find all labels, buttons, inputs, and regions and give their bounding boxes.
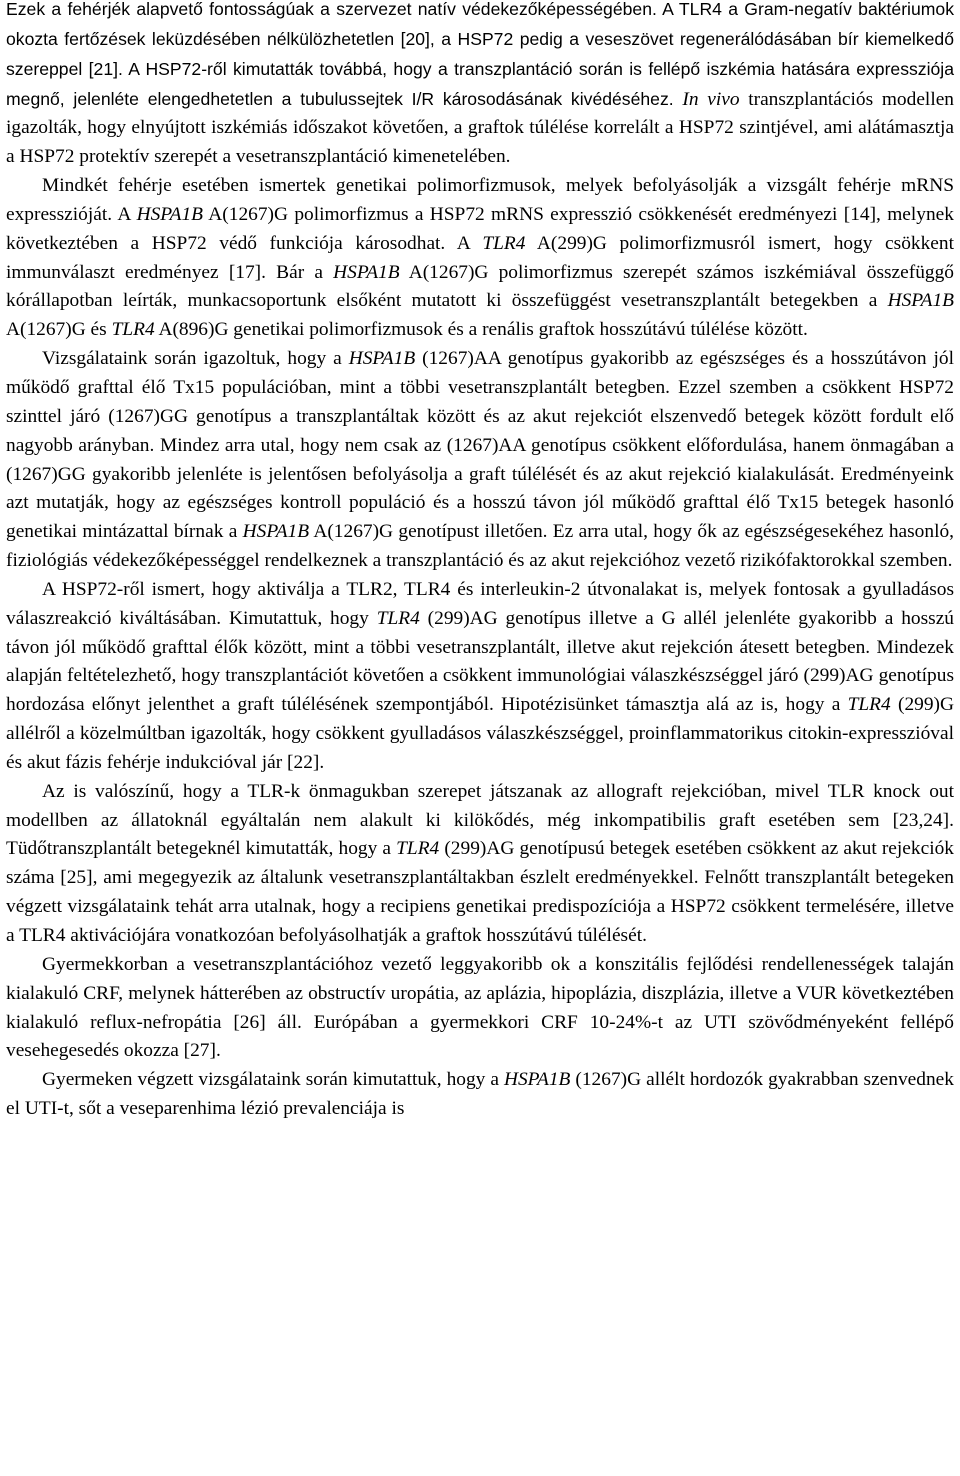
paragraph-text-italic: HSPA1B — [348, 348, 416, 370]
paragraph-text: Vizsgálataink során igazoltuk, hogy a — [42, 348, 349, 370]
paragraph-text: (1267)AA genotípus gyakoribb az egészséges és a hosszútávon jól működő grafttal élő Tx15 populációban, mint a többi vesetranszplantált betegben. Ezzel szemben a csökkent HSP72 szinttel járó (1267)GG genotípus a transzplantáltak között és az akut rejekciót elszenvedő betegek között fordult elő nagyobb arányban. Mindez arra utal, hogy nem csak az (1267)AA genotípus csökkent előfordulása, hanem önmagában a (1267)GG gyakoribb jelenléte is jelentősen befolyásolja a graft túlélését és az akut rejekció kialakulását. Eredményeink azt mutatják, hogy az egészséges kontroll populáció és a hosszú távon jól működő grafttal élő Tx15 betegek hasonló genetikai mintázattal bírnak a — [6, 348, 955, 543]
paragraph-3 — [6, 576, 954, 778]
paragraph-text: A(896)G genetikai polimorfizmusok és a renális graftok hosszútávú túlélése között. — [154, 319, 808, 341]
paragraph-text: Ezek a fehérjék alapvető fontosságúak a szervezet natív védekezőképességében. A TLR4 a Gram-negatív baktériumok okozta fertőzések leküzdésében nélkülözhetetlen [20], a HSP72 pedig a veseszövet regenerálódásában bír kiemelkedő szereppel [21]. A HSP72-ről kimutatták továbbá, hogy a transzplantáció során is fellépő iszkémia hatására expressziója megnő, jelenléte elengedhetetlen a tubulussejtek I/R károsodásának kivédéséhez. — [6, 0, 954, 109]
paragraph-text: A(1267)G genotípust illetően. Ez arra utal, hogy ők az egészségesekéhez hasonló, fiziológiás védekezőképességgel rendelkeznek a transzplantáció és az akut rejekcióhoz vezető rizikófaktorokkal szemben. — [6, 521, 955, 572]
paragraph-text-italic: HSPA1B — [887, 290, 954, 312]
paragraph-text: (1267)G allélt hordozók gyakrabban szenvednek el UTI-t, sőt a veseparenhima lézió prevalenciája is — [6, 1069, 954, 1120]
paragraph-text-italic: TLR4 — [847, 694, 891, 716]
paragraph-text: A(299)G polimorfizmusról ismert, hogy csökkent immunválaszt eredményez [17]. Bár a — [6, 232, 954, 283]
paragraph-1 — [6, 172, 954, 345]
paragraph-text: A HSP72-ről ismert, hogy aktiválja a TLR2, TLR4 és interleukin-2 útvonalakat is, melyek fontosak a gyulladásos válaszreakció kiváltásában. Kimutattuk, hogy — [6, 578, 954, 629]
paragraph-text-italic: TLR4 — [111, 319, 155, 341]
paragraph-text-italic: HSPA1B — [242, 521, 310, 543]
paragraph-0 — [6, 0, 954, 172]
paragraph-text-italic: In vivo — [682, 88, 740, 110]
paragraph-text: A(1267)G polimorfizmus a HSP72 mRNS expresszió csökkenését eredményezi [14], melynek következtében a HSP72 védő funkciója károsodhat. A — [6, 203, 954, 254]
paragraph-2 — [6, 345, 954, 576]
paragraph-text: Gyermekkorban a vesetranszplantációhoz vezető leggyakoribb ok a konszitális fejlődési rendellenességek talaján kialakuló CRF, melynek hátterében az obstructív uropátia, az aplázia, hipoplázia, diszplázia, illetve a VUR következtében kialakuló reflux-nefropátia [26] áll. Európában a gyermekkori CRF 10-24%-t az UTI szövődményeként fellépő vesehegesedés okozza [27]. — [6, 953, 954, 1062]
paragraph-text: (299)AG genotípus illetve a G allél jelenléte gyakoribb a hosszú távon jól működő grafttal élők között, mint a többi vesetranszplantált, illetve akut rejekción átesett betegben. Mindezek alapján feltételezhető, hogy transzplantációt követően a csökkent immunológiai válaszkészséggel járó (299)AG genotípus hordozása előnyt jelenthet a graft túlélésének szempontjából. Hipotézisünket támasztja alá az is, hogy a — [6, 607, 954, 716]
paragraph-text-italic: TLR4 — [482, 232, 526, 254]
paragraph-text: (299)AG genotípusú betegek esetében csökkent az akut rejekciók száma [25], ami megegyezik az általunk vesetranszplantáltakban észlelt eredményekkel. Felnőtt transzplantált betegeken végzett vizsgálataink tehát arra utalnak, hogy a recipiens genetikai predispozíciója a HSP72 csökkent termelésére, illetve a TLR4 aktivációjára vonatkozóan befolyásolhatják a graftok hosszútávú túlélését. — [6, 838, 954, 946]
paragraph-text: A(1267)G polimorfizmus szerepét számos iszkémiával összefüggő kórállapotban leírták, munkacsoportunk elsőként mutatott ki összefüggést vesetranszplantált betegekben a — [6, 261, 954, 312]
paragraph-5 — [6, 951, 954, 1066]
paragraph-text: A(1267)G és — [6, 319, 112, 341]
paragraph-text-italic: TLR4 — [376, 607, 420, 629]
paragraph-text: (299)G allélről a közelmúltban igazolták, hogy csökkent gyulladásos válaszkészséggel, proinflammatorikus citokin-expresszióval és akut fázis fehérje indukcióval jár [22]. — [6, 694, 954, 773]
paragraph-text: transzplantációs modellen igazolták, hogy elnyújtott iszkémiás időszakot követően, a graftok túlélése korrelált a HSP72 szintjével, ami alátámasztja a HSP72 protektív szerepét a vesetranszplantáció kimenetelében. — [6, 88, 955, 168]
paragraph-text-italic: HSPA1B — [503, 1069, 571, 1091]
paragraph-text-italic: HSPA1B — [333, 261, 400, 283]
paragraph-text-italic: TLR4 — [396, 838, 440, 860]
paragraph-text: Az is valószínű, hogy a TLR-k önmagukban szerepet játszanak az allograft rejekcióban, mivel TLR knock out modellben az állatoknál egyáltalán nem alakult ki kilökődés, még inkompatibilis graft esetében sem [23,24]. Tüdőtranszplantált betegeknél kimutatták, hogy a — [6, 780, 954, 860]
paragraph-text-italic: HSPA1B — [136, 203, 204, 225]
paragraph-text: Gyermeken végzett vizsgálataink során kimutattuk, hogy a — [42, 1069, 504, 1091]
paragraph-6 — [6, 1066, 954, 1124]
paragraph-text: Mindkét fehérje esetében ismertek genetikai polimorfizmusok, melyek befolyásolják a vizsgált fehérje mRNS expresszióját. A — [6, 175, 954, 225]
paragraph-4 — [6, 778, 954, 951]
